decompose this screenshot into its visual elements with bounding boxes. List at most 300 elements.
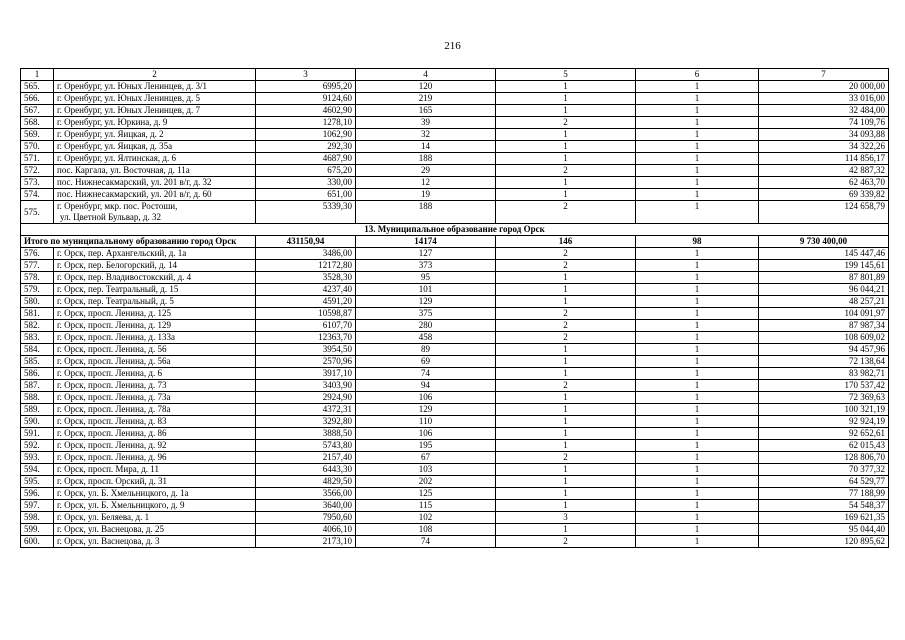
row-col5: 2 <box>496 320 636 332</box>
column-header: 7 <box>759 69 889 81</box>
row-col6: 1 <box>636 189 759 201</box>
table-row <box>21 500 889 512</box>
row-area: 651,00 <box>256 189 356 201</box>
row-number: 585. <box>21 356 54 368</box>
row-area: 3403,90 <box>256 380 356 392</box>
row-col6: 1 <box>636 201 759 224</box>
row-sum: 87 801,89 <box>759 272 889 284</box>
row-col6: 1 <box>636 500 759 512</box>
row-col6: 1 <box>636 452 759 464</box>
row-number: 597. <box>21 500 54 512</box>
row-area: 12172,80 <box>256 260 356 272</box>
row-col6: 1 <box>636 272 759 284</box>
register-table <box>20 68 889 548</box>
row-col5: 1 <box>496 476 636 488</box>
row-area: 3528,30 <box>256 272 356 284</box>
column-header: 3 <box>256 69 356 81</box>
table-row <box>21 105 889 117</box>
row-sum: 32 484,00 <box>759 105 889 117</box>
row-col6: 1 <box>636 93 759 105</box>
row-address: г. Орск, пер. Театральный, д. 15 <box>54 284 256 296</box>
row-number: 586. <box>21 368 54 380</box>
row-col4: 188 <box>356 201 496 224</box>
row-col5: 1 <box>496 404 636 416</box>
row-col5: 3 <box>496 512 636 524</box>
row-col4: 280 <box>356 320 496 332</box>
row-address: г. Орск, просп. Ленина, д. 6 <box>54 368 256 380</box>
row-number: 599. <box>21 524 54 536</box>
row-col5: 1 <box>496 189 636 201</box>
row-col5: 2 <box>496 380 636 392</box>
row-address: г. Орск, просп. Орский, д. 31 <box>54 476 256 488</box>
row-address: г. Орск, пер. Владивостокский, д. 4 <box>54 272 256 284</box>
row-sum: 34 093,88 <box>759 129 889 141</box>
table-row <box>21 308 889 320</box>
row-number: 576. <box>21 248 54 260</box>
row-col6: 1 <box>636 524 759 536</box>
row-address: г. Орск, просп. Ленина, д. 96 <box>54 452 256 464</box>
page-number: 216 <box>444 40 461 52</box>
table-row <box>21 476 889 488</box>
table-row <box>21 248 889 260</box>
row-col6: 1 <box>636 129 759 141</box>
row-address: г. Орск, просп. Ленина, д. 56а <box>54 356 256 368</box>
row-address: г. Орск, просп. Ленина, д. 129 <box>54 320 256 332</box>
row-area: 5339,30 <box>256 201 356 224</box>
row-number: 590. <box>21 416 54 428</box>
row-col4: 219 <box>356 93 496 105</box>
row-area: 5743,80 <box>256 440 356 452</box>
row-col5: 1 <box>496 488 636 500</box>
row-col4: 188 <box>356 153 496 165</box>
row-col4: 202 <box>356 476 496 488</box>
row-sum: 114 856,17 <box>759 153 889 165</box>
row-col4: 69 <box>356 356 496 368</box>
table-row <box>21 117 889 129</box>
row-number: 580. <box>21 296 54 308</box>
row-sum: 108 609,02 <box>759 332 889 344</box>
row-sum: 48 257,21 <box>759 296 889 308</box>
table-row <box>21 368 889 380</box>
row-col5: 1 <box>496 428 636 440</box>
row-col6: 1 <box>636 404 759 416</box>
row-area: 12363,70 <box>256 332 356 344</box>
row-number: 568. <box>21 117 54 129</box>
row-sum: 70 377,32 <box>759 464 889 476</box>
row-number: 587. <box>21 380 54 392</box>
row-address: г. Оренбург, ул. Юркина, д. 9 <box>54 117 256 129</box>
row-number: 575. <box>21 201 54 224</box>
row-col4: 120 <box>356 81 496 93</box>
table-row <box>21 464 889 476</box>
row-col4: 14 <box>356 141 496 153</box>
row-area: 292,30 <box>256 141 356 153</box>
row-address <box>54 201 256 224</box>
row-col6: 1 <box>636 308 759 320</box>
row-sum: 72 138,64 <box>759 356 889 368</box>
row-address: г. Орск, просп. Ленина, д. 73а <box>54 392 256 404</box>
row-col4: 129 <box>356 296 496 308</box>
row-col6: 1 <box>636 488 759 500</box>
row-col6: 1 <box>636 117 759 129</box>
row-col5: 2 <box>496 536 636 548</box>
row-number: 583. <box>21 332 54 344</box>
row-col4: 129 <box>356 404 496 416</box>
row-area: 9124,60 <box>256 93 356 105</box>
row-number: 581. <box>21 308 54 320</box>
row-area: 4066,10 <box>256 524 356 536</box>
row-area: 1278,10 <box>256 117 356 129</box>
row-number: 591. <box>21 428 54 440</box>
table-row <box>21 153 889 165</box>
row-sum: 124 658,79 <box>759 201 889 224</box>
row-col4: 67 <box>356 452 496 464</box>
row-area: 4829,50 <box>256 476 356 488</box>
row-address: г. Орск, пер. Архангельский, д. 1а <box>54 248 256 260</box>
row-area: 2570,96 <box>256 356 356 368</box>
row-area: 3566,00 <box>256 488 356 500</box>
row-number: 577. <box>21 260 54 272</box>
total-col5: 146 <box>496 236 636 248</box>
row-sum: 169 621,35 <box>759 512 889 524</box>
row-col4: 101 <box>356 284 496 296</box>
row-number: 594. <box>21 464 54 476</box>
row-col6: 1 <box>636 320 759 332</box>
table-row <box>21 380 889 392</box>
row-number: 592. <box>21 440 54 452</box>
row-sum: 62 463,70 <box>759 177 889 189</box>
table-row <box>21 344 889 356</box>
table-row <box>21 260 889 272</box>
column-header: 4 <box>356 69 496 81</box>
row-sum: 145 447,46 <box>759 248 889 260</box>
row-col4: 74 <box>356 368 496 380</box>
row-col5: 2 <box>496 201 636 224</box>
row-col6: 1 <box>636 284 759 296</box>
row-col4: 115 <box>356 500 496 512</box>
row-col4: 458 <box>356 332 496 344</box>
row-col6: 1 <box>636 440 759 452</box>
row-col6: 1 <box>636 105 759 117</box>
section-header-row <box>21 224 889 236</box>
row-address-line1: г. Оренбург, мкр. пос. Ростоши, <box>57 201 178 211</box>
row-number: 578. <box>21 272 54 284</box>
row-address: г. Орск, просп. Ленина, д. 56 <box>54 344 256 356</box>
total-col6: 98 <box>636 236 759 248</box>
row-col5: 1 <box>496 416 636 428</box>
row-area: 4591,20 <box>256 296 356 308</box>
row-number: 588. <box>21 392 54 404</box>
row-area: 675,20 <box>256 165 356 177</box>
row-number: 565. <box>21 81 54 93</box>
row-col4: 103 <box>356 464 496 476</box>
row-col5: 1 <box>496 284 636 296</box>
row-sum: 54 548,37 <box>759 500 889 512</box>
row-col5: 2 <box>496 308 636 320</box>
row-sum: 74 109,76 <box>759 117 889 129</box>
table-row <box>21 272 889 284</box>
row-col5: 1 <box>496 93 636 105</box>
row-col4: 373 <box>356 260 496 272</box>
row-col6: 1 <box>636 416 759 428</box>
row-col5: 2 <box>496 165 636 177</box>
row-address: г. Орск, просп. Ленина, д. 125 <box>54 308 256 320</box>
row-sum: 62 015,43 <box>759 440 889 452</box>
row-area: 2173,10 <box>256 536 356 548</box>
total-label: Итого по муниципальному образованию город Орск <box>21 236 256 248</box>
row-col4: 127 <box>356 248 496 260</box>
row-col6: 1 <box>636 260 759 272</box>
row-sum: 83 982,71 <box>759 368 889 380</box>
table-row <box>21 141 889 153</box>
row-col6: 1 <box>636 392 759 404</box>
row-col5: 1 <box>496 500 636 512</box>
row-number: 572. <box>21 165 54 177</box>
table-row <box>21 488 889 500</box>
row-col5: 1 <box>496 368 636 380</box>
row-area: 3888,50 <box>256 428 356 440</box>
row-sum: 96 044,21 <box>759 284 889 296</box>
column-header: 6 <box>636 69 759 81</box>
row-number: 596. <box>21 488 54 500</box>
row-number: 593. <box>21 452 54 464</box>
row-sum: 170 537,42 <box>759 380 889 392</box>
row-number: 571. <box>21 153 54 165</box>
row-number: 598. <box>21 512 54 524</box>
row-address: г. Орск, ул. Б. Хмельницкого, д. 1а <box>54 488 256 500</box>
table-row <box>21 177 889 189</box>
row-sum: 199 145,61 <box>759 260 889 272</box>
table-row <box>21 93 889 105</box>
row-col5: 1 <box>496 153 636 165</box>
row-address: г. Орск, ул. Б. Хмельницкого, д. 9 <box>54 500 256 512</box>
row-address: г. Орск, ул. Беляева, д. 1 <box>54 512 256 524</box>
row-area: 2924,90 <box>256 392 356 404</box>
table-row <box>21 428 889 440</box>
row-col6: 1 <box>636 344 759 356</box>
row-col5: 2 <box>496 248 636 260</box>
row-address: пос. Нижнесакмарский, ул. 201 в/г, д. 60 <box>54 189 256 201</box>
row-col4: 89 <box>356 344 496 356</box>
row-area: 1062,90 <box>256 129 356 141</box>
column-header: 2 <box>54 69 256 81</box>
row-area: 7950,60 <box>256 512 356 524</box>
row-col6: 1 <box>636 153 759 165</box>
row-number: 569. <box>21 129 54 141</box>
row-col6: 1 <box>636 476 759 488</box>
row-sum: 64 529,77 <box>759 476 889 488</box>
row-area: 6443,30 <box>256 464 356 476</box>
row-col6: 1 <box>636 296 759 308</box>
row-col6: 1 <box>636 512 759 524</box>
total-area: 431150,94 <box>256 236 356 248</box>
row-col6: 1 <box>636 536 759 548</box>
row-address: г. Орск, ул. Васнецова, д. 3 <box>54 536 256 548</box>
total-col4: 14174 <box>356 236 496 248</box>
row-col4: 39 <box>356 117 496 129</box>
row-sum: 120 895,62 <box>759 536 889 548</box>
table-row <box>21 536 889 548</box>
row-sum: 42 887,32 <box>759 165 889 177</box>
section-title: 13. Муниципальное образование город Орск <box>21 224 889 236</box>
table-row <box>21 189 889 201</box>
row-sum: 92 924,19 <box>759 416 889 428</box>
row-col4: 106 <box>356 392 496 404</box>
row-address: г. Орск, просп. Ленина, д. 133а <box>54 332 256 344</box>
row-col5: 1 <box>496 344 636 356</box>
row-col5: 2 <box>496 332 636 344</box>
row-address: г. Орск, просп. Ленина, д. 86 <box>54 428 256 440</box>
row-col6: 1 <box>636 368 759 380</box>
row-col6: 1 <box>636 380 759 392</box>
row-address: г. Орск, пер. Белогорский, д. 14 <box>54 260 256 272</box>
row-col5: 2 <box>496 117 636 129</box>
row-sum: 77 188,99 <box>759 488 889 500</box>
table-row <box>21 392 889 404</box>
row-address: г. Орск, пер. Театральный, д. 5 <box>54 296 256 308</box>
row-number: 595. <box>21 476 54 488</box>
row-col5: 1 <box>496 177 636 189</box>
row-area: 4237,40 <box>256 284 356 296</box>
row-col4: 32 <box>356 129 496 141</box>
row-col4: 108 <box>356 524 496 536</box>
row-address: г. Орск, просп. Мира, д. 11 <box>54 464 256 476</box>
row-col5: 1 <box>496 440 636 452</box>
row-col5: 1 <box>496 296 636 308</box>
table-row <box>21 296 889 308</box>
row-col4: 106 <box>356 428 496 440</box>
row-sum: 87 987,34 <box>759 320 889 332</box>
row-sum: 34 322,26 <box>759 141 889 153</box>
table-row <box>21 165 889 177</box>
row-col4: 110 <box>356 416 496 428</box>
table-row <box>21 129 889 141</box>
row-col4: 95 <box>356 272 496 284</box>
row-sum: 100 321,19 <box>759 404 889 416</box>
row-address: г. Оренбург, ул. Яицкая, д. 2 <box>54 129 256 141</box>
table-row <box>21 404 889 416</box>
row-number: 566. <box>21 93 54 105</box>
row-sum: 95 044,40 <box>759 524 889 536</box>
column-header: 1 <box>21 69 54 81</box>
row-col5: 1 <box>496 356 636 368</box>
row-col5: 1 <box>496 105 636 117</box>
row-area: 3917,10 <box>256 368 356 380</box>
table-row <box>21 524 889 536</box>
row-address-line2: ул. Цветной Бульвар, д. 32 <box>60 212 161 222</box>
row-sum: 69 339,82 <box>759 189 889 201</box>
row-col4: 29 <box>356 165 496 177</box>
row-col4: 375 <box>356 308 496 320</box>
row-address: г. Орск, ул. Васнецова, д. 25 <box>54 524 256 536</box>
row-number: 600. <box>21 536 54 548</box>
row-address: г. Оренбург, ул. Яицкая, д. 35а <box>54 141 256 153</box>
row-sum: 104 091,97 <box>759 308 889 320</box>
row-col6: 1 <box>636 248 759 260</box>
row-number: 584. <box>21 344 54 356</box>
row-sum: 94 457,96 <box>759 344 889 356</box>
row-area: 4372,31 <box>256 404 356 416</box>
row-number: 574. <box>21 189 54 201</box>
column-number-header-row <box>21 69 889 81</box>
row-col4: 125 <box>356 488 496 500</box>
row-col5: 1 <box>496 392 636 404</box>
table-row <box>21 356 889 368</box>
row-number: 570. <box>21 141 54 153</box>
row-col5: 1 <box>496 129 636 141</box>
row-sum: 33 016,00 <box>759 93 889 105</box>
row-col5: 1 <box>496 524 636 536</box>
row-address: г. Орск, просп. Ленина, д. 73 <box>54 380 256 392</box>
row-col6: 1 <box>636 356 759 368</box>
row-col4: 102 <box>356 512 496 524</box>
table-row <box>21 320 889 332</box>
row-area: 3292,80 <box>256 416 356 428</box>
row-address: г. Орск, просп. Ленина, д. 83 <box>54 416 256 428</box>
row-sum: 72 369,63 <box>759 392 889 404</box>
row-col6: 1 <box>636 332 759 344</box>
row-col5: 1 <box>496 272 636 284</box>
row-col6: 1 <box>636 141 759 153</box>
row-col4: 94 <box>356 380 496 392</box>
row-area: 3640,00 <box>256 500 356 512</box>
row-address: г. Орск, просп. Ленина, д. 92 <box>54 440 256 452</box>
row-area: 10598,87 <box>256 308 356 320</box>
row-col5: 1 <box>496 141 636 153</box>
row-sum: 20 000,00 <box>759 81 889 93</box>
row-col4: 19 <box>356 189 496 201</box>
row-number: 573. <box>21 177 54 189</box>
row-number: 582. <box>21 320 54 332</box>
row-col6: 1 <box>636 177 759 189</box>
row-address: г. Оренбург, ул. Юных Ленинцев, д. 7 <box>54 105 256 117</box>
row-address: г. Оренбург, ул. Юных Ленинцев, д. 3/1 <box>54 81 256 93</box>
row-number: 567. <box>21 105 54 117</box>
row-sum: 92 652,61 <box>759 428 889 440</box>
row-col6: 1 <box>636 81 759 93</box>
row-col6: 1 <box>636 428 759 440</box>
row-address: г. Оренбург, ул. Юных Ленинцев, д. 5 <box>54 93 256 105</box>
row-col5: 2 <box>496 452 636 464</box>
row-col6: 1 <box>636 464 759 476</box>
row-address: пос. Нижнесакмарский, ул. 201 в/г, д. 32 <box>54 177 256 189</box>
table-row <box>21 416 889 428</box>
row-area: 330,00 <box>256 177 356 189</box>
row-area: 2157,40 <box>256 452 356 464</box>
column-header: 5 <box>496 69 636 81</box>
row-number: 579. <box>21 284 54 296</box>
row-col5: 1 <box>496 81 636 93</box>
table-row <box>21 332 889 344</box>
row-area: 3486,00 <box>256 248 356 260</box>
row-area: 4602,90 <box>256 105 356 117</box>
table-row <box>21 452 889 464</box>
table-row <box>21 440 889 452</box>
table-row <box>21 512 889 524</box>
row-area: 6107,70 <box>256 320 356 332</box>
table-row <box>21 201 889 224</box>
row-area: 6995,20 <box>256 81 356 93</box>
row-col5: 1 <box>496 464 636 476</box>
table-row <box>21 284 889 296</box>
row-area: 3954,50 <box>256 344 356 356</box>
row-col5: 2 <box>496 260 636 272</box>
row-area: 4687,90 <box>256 153 356 165</box>
row-sum: 128 806,70 <box>759 452 889 464</box>
row-address: г. Оренбург, ул. Ялтинская, д. 6 <box>54 153 256 165</box>
row-col4: 165 <box>356 105 496 117</box>
row-col4: 12 <box>356 177 496 189</box>
